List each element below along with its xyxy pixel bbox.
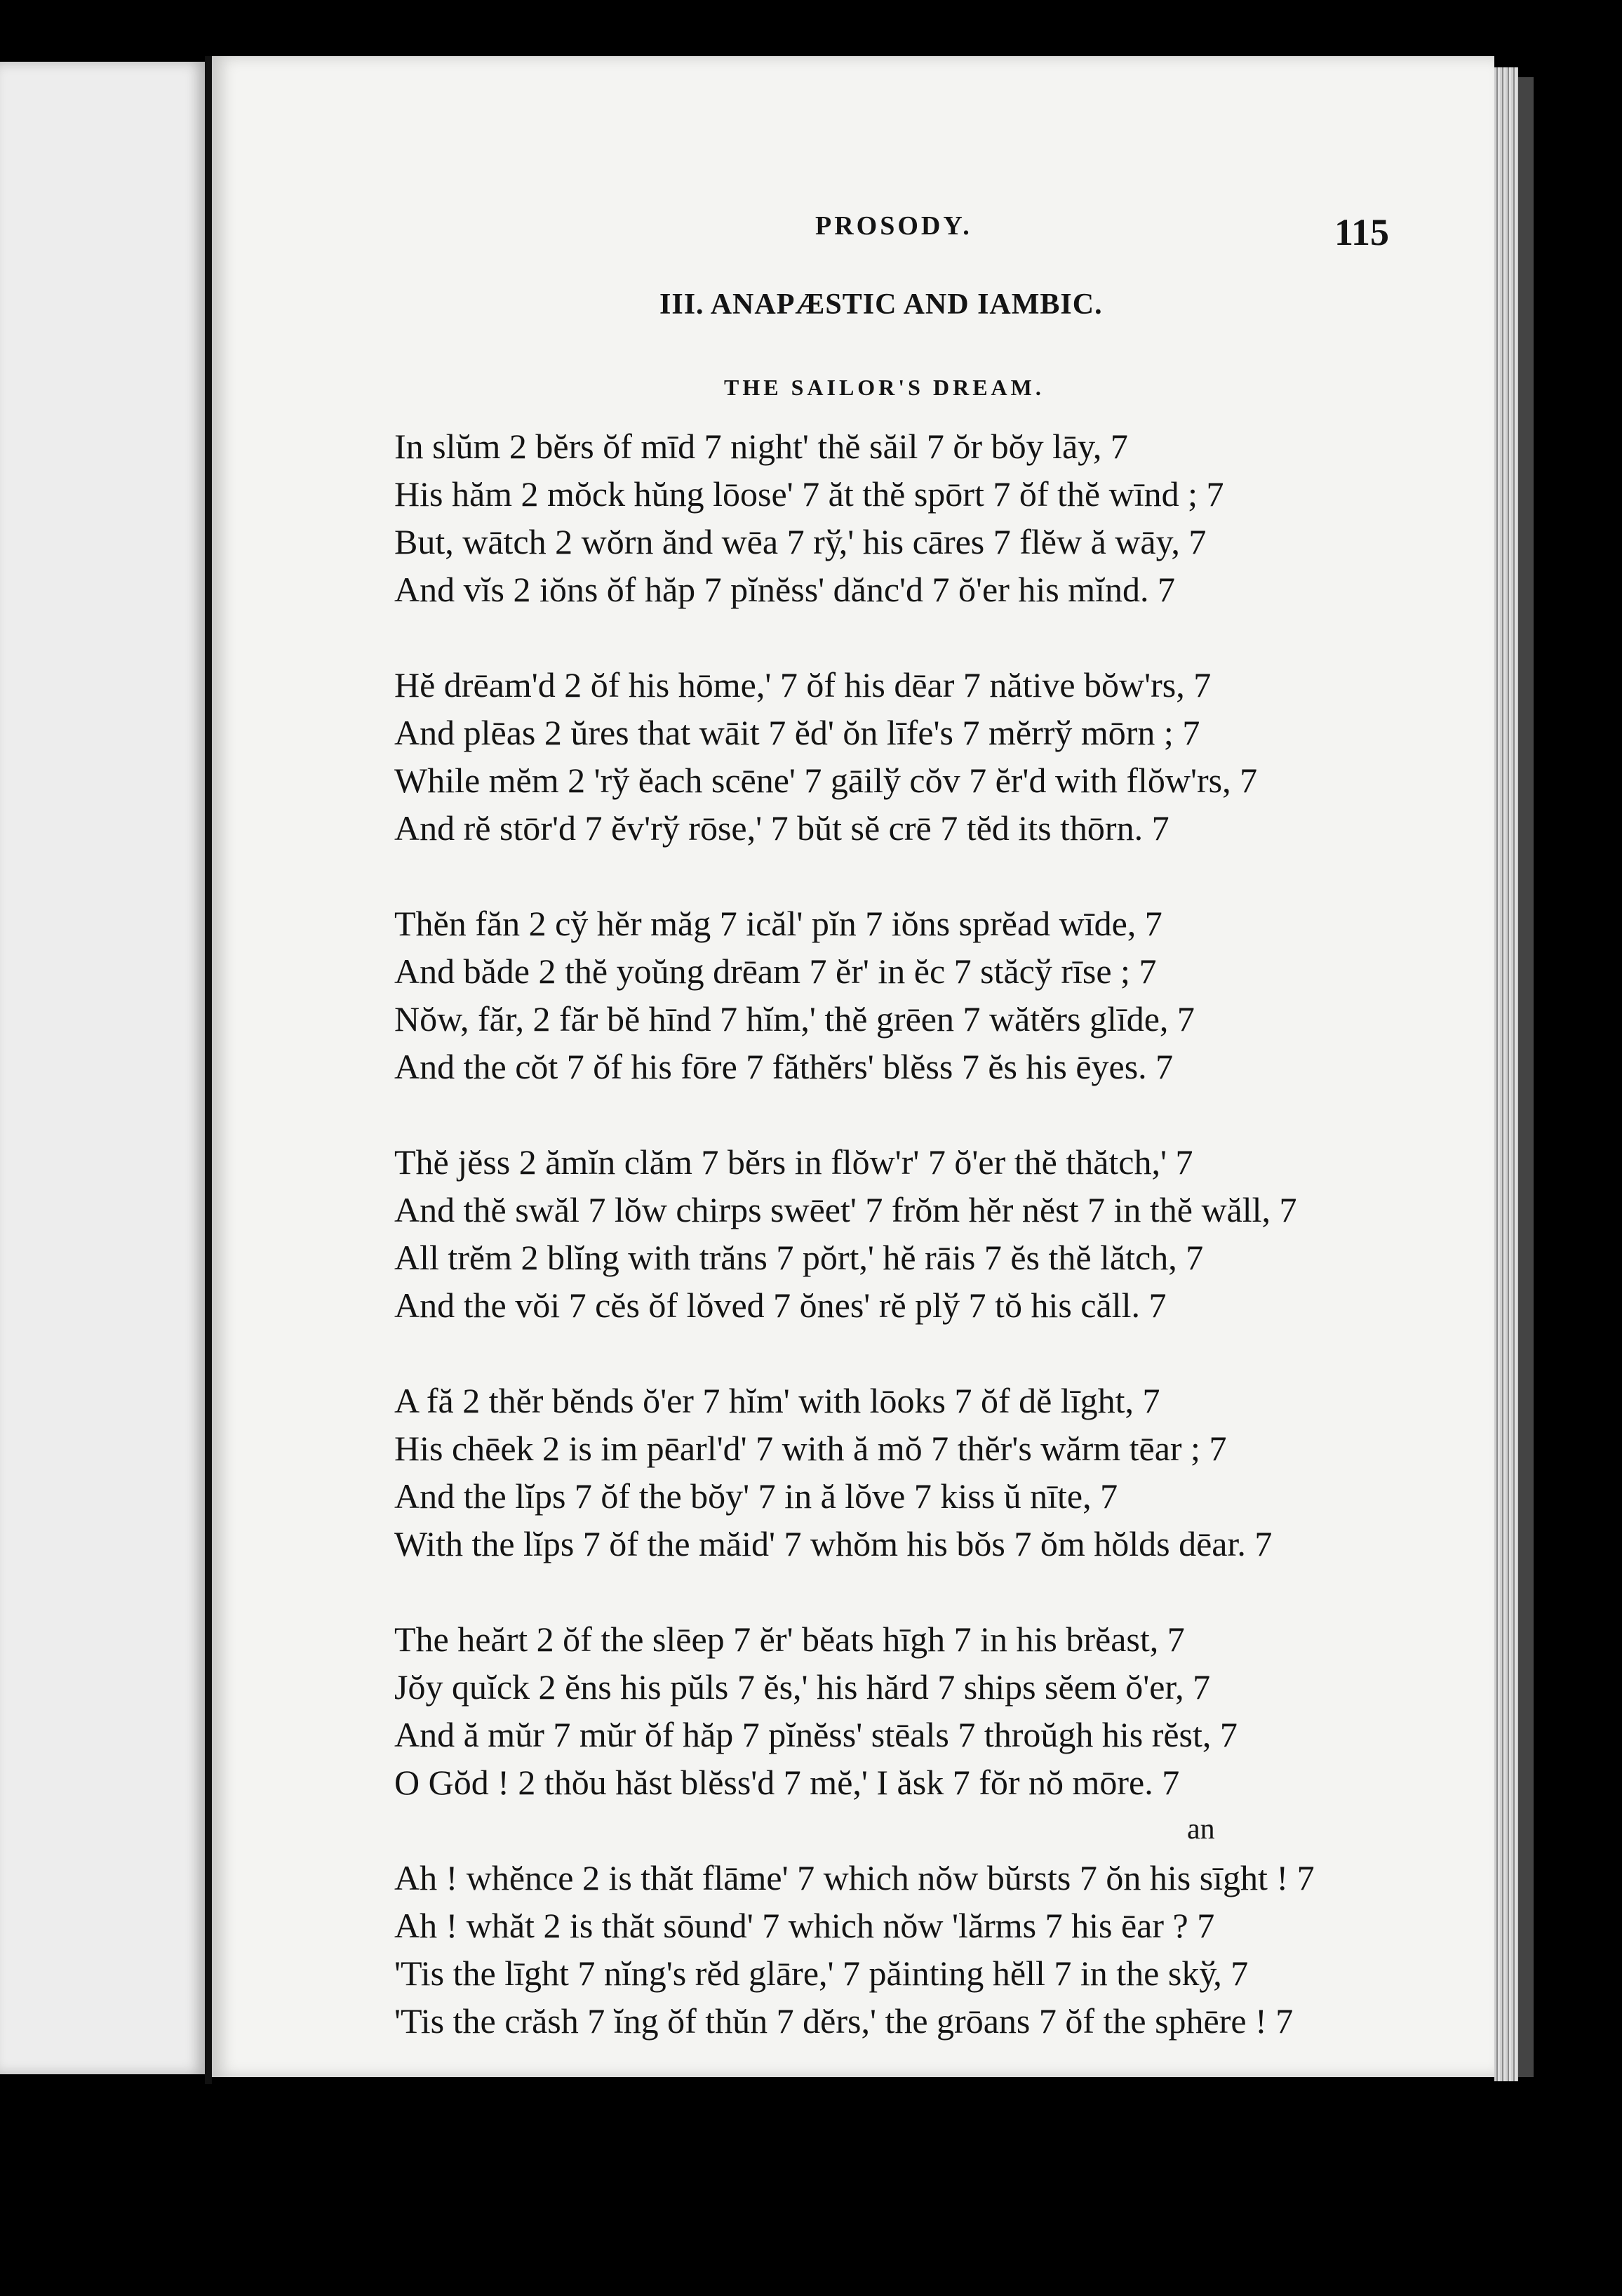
facing-page bbox=[0, 62, 205, 2074]
page-edges bbox=[1494, 67, 1518, 2081]
page-edges-shadow bbox=[1518, 77, 1534, 2077]
page-number: 115 bbox=[1334, 211, 1390, 253]
book-gutter bbox=[205, 56, 212, 2084]
verse-line: Thĕ jĕss 2 ămĭn clăm 7 bĕrs in flŏw'r' 7 ŏ'er thĕ thătch,' 7 bbox=[394, 1142, 1193, 1182]
verse-line: And băde 2 thĕ yoŭng drēam 7 ĕr' in ĕc 7 stăcў rīse ; 7 bbox=[394, 952, 1157, 991]
verse-line: A fă 2 thĕr bĕnds ŏ'er 7 hĭm' with lōoks 7 ŏf dĕ līght, 7 bbox=[394, 1381, 1160, 1420]
verse-line: Jŏy quĭck 2 ĕns his pŭls 7 ĕs,' his hărd 7 ships sĕem ŏ'er, 7 bbox=[394, 1667, 1211, 1707]
verse-line: And the lĭps 7 ŏf the bŏy' 7 in ă lŏve 7 kiss ŭ nīte, 7 bbox=[394, 1476, 1118, 1516]
verse-line: His chēek 2 is im pēarl'd' 7 with ă mŏ 7 thĕr's wărm tēar ; 7 bbox=[394, 1429, 1227, 1468]
verse-line: Ah ! whĕnce 2 is thăt flāme' 7 which nŏw bŭrsts 7 ŏn his sīght ! 7 bbox=[394, 1858, 1315, 1897]
verse-line: And rĕ stōr'd 7 ĕv'rў rōse,' 7 bŭt sĕ crē 7 tĕd its thōrn. 7 bbox=[394, 808, 1169, 848]
verse-line: And the vŏi 7 cĕs ŏf lŏved 7 ŏnes' rĕ plў 7 tŏ his căll. 7 bbox=[394, 1286, 1167, 1325]
verse-line: And thĕ swăl 7 lŏw chirps swēet' 7 frŏm hĕr nĕst 7 in thĕ wăll, 7 bbox=[394, 1190, 1297, 1229]
verse-line: With the lĭps 7 ŏf the măid' 7 whŏm his bŏs 7 ŏm hŏlds dēar. 7 bbox=[394, 1524, 1273, 1563]
verse-line: 'Tis the līght 7 nĭng's rĕd glāre,' 7 păinting hĕll 7 in the skў, 7 bbox=[394, 1954, 1249, 1993]
verse-line: The heărt 2 ŏf the slēep 7 ĕr' bĕats hīgh 7 in his brĕast, 7 bbox=[394, 1620, 1185, 1659]
verse-line: Nŏw, făr, 2 făr bĕ hīnd 7 hĭm,' thĕ grēen 7 wătĕrs glīde, 7 bbox=[394, 999, 1195, 1039]
verse-line: 'Tis the crăsh 7 ĭng ŏf thŭn 7 dĕrs,' the grōans 7 ŏf the sphēre ! 7 bbox=[394, 2001, 1294, 2041]
verse-line: And plēas 2 ŭres that wāit 7 ĕd' ŏn līfe's 7 mĕrrў mōrn ; 7 bbox=[394, 713, 1200, 752]
verse-line: Thĕn făn 2 cў hĕr măg 7 icăl' pĭn 7 iŏns sprĕad wīde, 7 bbox=[394, 904, 1162, 943]
verse-line: All trĕm 2 blĭng with trăns 7 pŏrt,' hĕ rāis 7 ĕs thĕ lătch, 7 bbox=[394, 1238, 1204, 1277]
verse-line: In slŭm 2 bĕrs ŏf mīd 7 night' thĕ săil 7 ŏr bŏy lāy, 7 bbox=[394, 427, 1128, 466]
section-title: III. ANAPÆSTIC AND IAMBIC. bbox=[659, 288, 1103, 321]
interlinear-note: an bbox=[1187, 1813, 1215, 1846]
running-head: PROSODY. bbox=[815, 211, 972, 241]
verse-line: Ah ! whăt 2 is thăt sōund' 7 which nŏw 'lărms 7 his ēar ? 7 bbox=[394, 1906, 1215, 1945]
verse-line: But, wātch 2 wŏrn ănd wēa 7 rў,' his cāres 7 flĕw ă wāy, 7 bbox=[394, 522, 1207, 561]
verse-line: O Gŏd ! 2 thŏu hăst blĕss'd 7 mĕ,' I ăsk 7 fŏr nŏ mōre. 7 bbox=[394, 1763, 1180, 1802]
verse-line: Hĕ drēam'd 2 ŏf his hōme,' 7 ŏf his dēar 7 nătive bŏw'rs, 7 bbox=[394, 665, 1212, 705]
verse-line: His hăm 2 mŏck hŭng lōose' 7 ăt thĕ spōrt 7 ŏf thĕ wīnd ; 7 bbox=[394, 474, 1224, 514]
verse-line: And the cŏt 7 ŏf his fōre 7 făthĕrs' blĕss 7 ĕs his ēyes. 7 bbox=[394, 1047, 1174, 1086]
poem-title: THE SAILOR'S DREAM. bbox=[724, 375, 1045, 400]
verse-line: And ă mŭr 7 mŭr ŏf hăp 7 pĭnĕss' stēals 7 throŭgh his rĕst, 7 bbox=[394, 1715, 1238, 1754]
verse-line: And vĭs 2 iŏns ŏf hăp 7 pĭnĕss' dănc'd 7 ŏ'er his mĭnd. 7 bbox=[394, 570, 1176, 609]
verse-line: While mĕm 2 'rў ĕach scēne' 7 gāilў cŏv 7 ĕr'd with flŏw'rs, 7 bbox=[394, 761, 1258, 800]
